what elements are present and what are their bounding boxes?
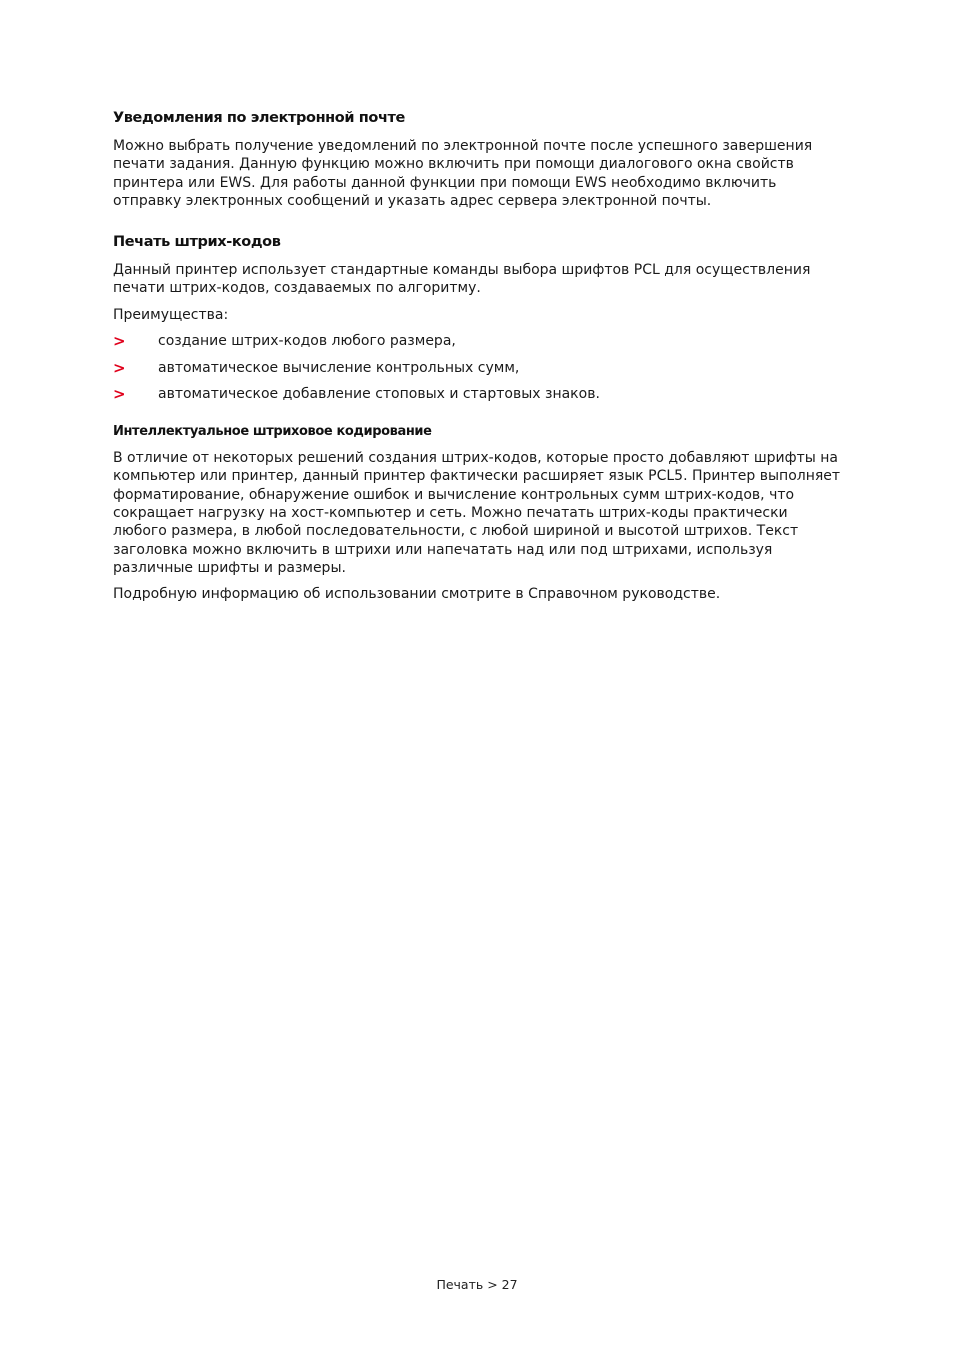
list-item-text: автоматическое вычисление контрольных сумм, xyxy=(158,359,520,376)
barcode-paragraph: Данный принтер использует стандартные команды выбора шрифтов PCL для осуществления печати штрих-кодов, создаваемых по алгоритму. xyxy=(113,262,811,297)
section-heading-email: Уведомления по электронной почте xyxy=(113,110,405,126)
email-paragraph: Можно выбрать получение уведомлений по электронной почте после успешного завершения печати задания. Данную функцию можно включить при помощи диалогового окна свойств принтера или EWS. Для работы данной функции при помощи EWS необходимо включить отправку электронных сообщений и указать адрес сервера электронной почты. xyxy=(113,138,813,209)
bullet-arrow-icon: > xyxy=(113,332,126,351)
list-item xyxy=(113,332,843,350)
page-content xyxy=(113,108,843,611)
reference-paragraph: Подробную информацию об использовании смотрите в Справочном руководстве. xyxy=(113,586,721,603)
bullet-arrow-icon: > xyxy=(113,385,126,404)
page-footer: Печать > 27 xyxy=(436,1277,518,1292)
section-email-notifications xyxy=(113,108,843,210)
list-item xyxy=(113,359,843,377)
section-barcode-printing xyxy=(113,232,843,603)
list-item-text: создание штрих-кодов любого размера, xyxy=(158,333,456,350)
list-item-text: автоматическое добавление стоповых и стартовых знаков. xyxy=(158,386,600,403)
list-item xyxy=(113,385,843,403)
advantages-list xyxy=(113,332,843,403)
bullet-arrow-icon: > xyxy=(113,358,126,377)
subsection-heading-intelligent-barcoding: Интеллектуальное штриховое кодирование xyxy=(113,424,432,440)
advantages-label: Преимущества: xyxy=(113,306,229,323)
section-heading-barcode: Печать штрих-кодов xyxy=(113,234,281,251)
intelligent-paragraph: В отличие от некоторых решений создания штрих-кодов, которые просто добавляют шрифты на компьютер или принтер, данный принтер фактически расширяет язык PCL5. Принтер выполняет форматирование, обнаружение ошибок и вычисление контрольных сумм штрих-кодов, что сокращает нагрузку на хост-компьютер и сеть. Можно печатать штрих-коды практически любого размера, в любой последовательности, с любой шириной и высотой штрихов. Текст заголовка можно включить в штрихи или напечатать над или под штрихами, используя различные шрифты и размеры. xyxy=(113,450,841,576)
